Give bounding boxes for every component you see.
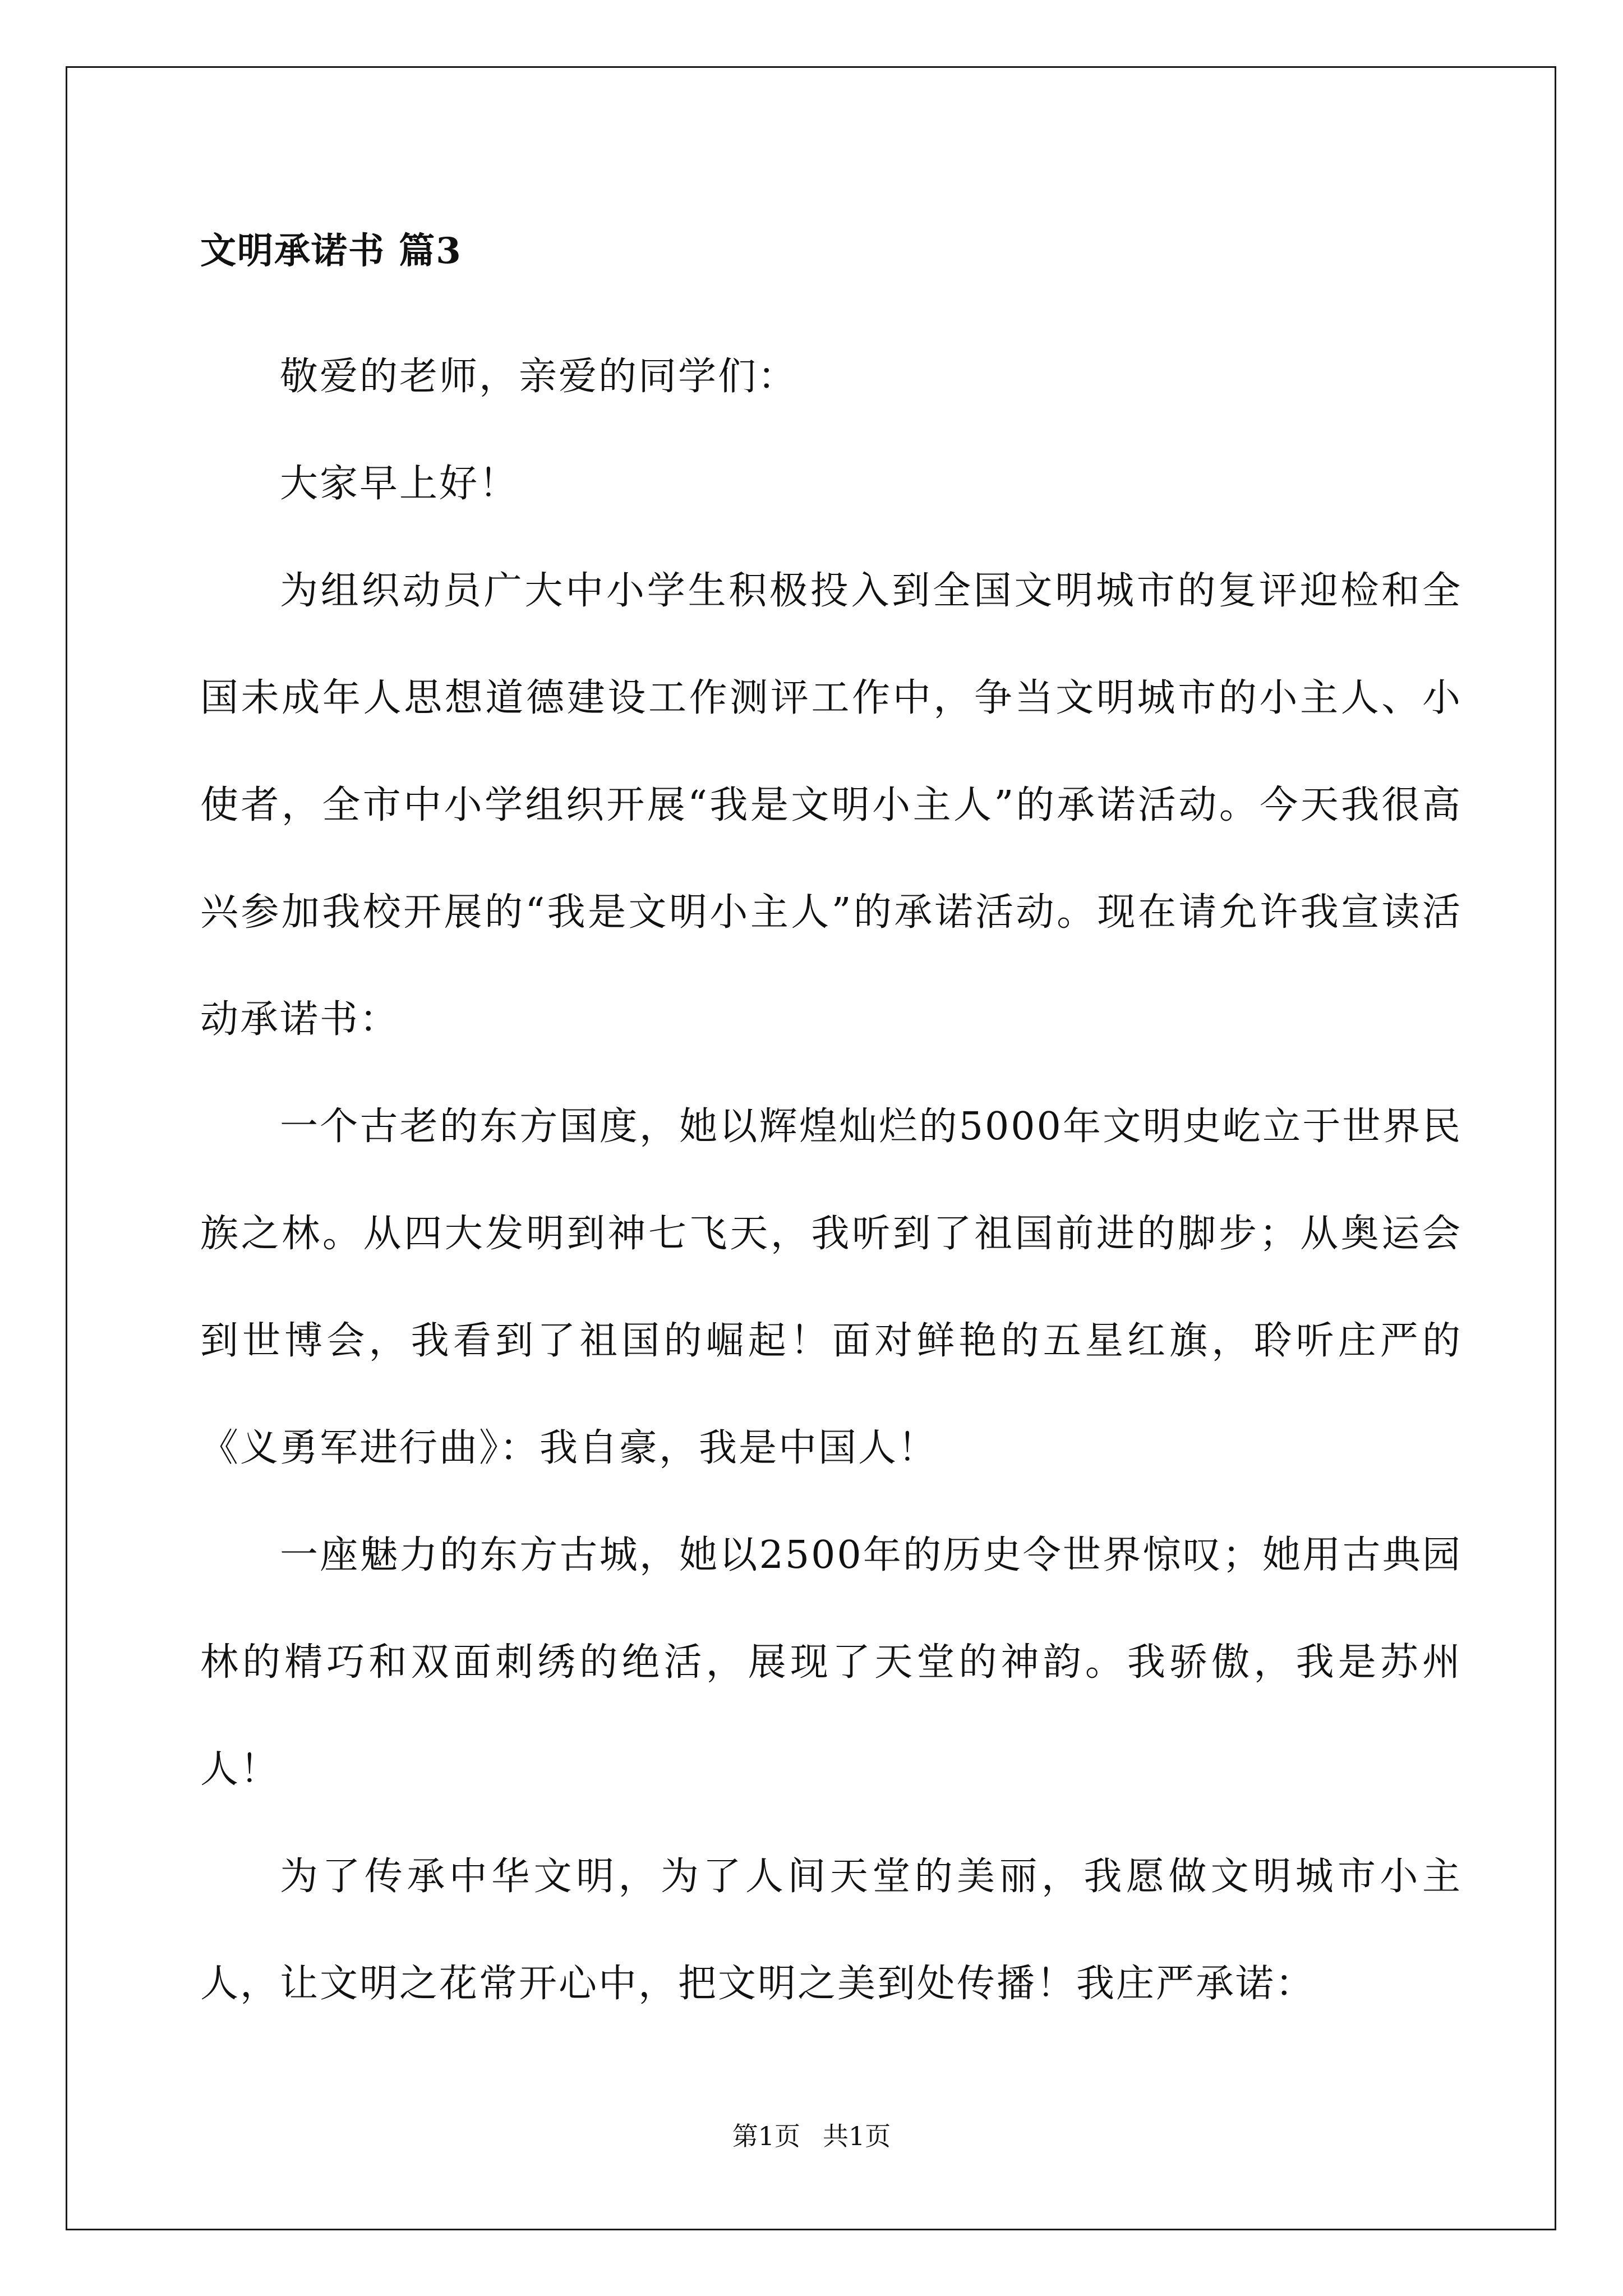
paragraph-suzhou: 一座魅力的东方古城，她以2500年的历史令世界惊叹；她用古典园林的精巧和双面刺绣的绝活，展现了天堂的神韵。我骄傲，我是苏州人！ [200,1533,1462,1792]
page-footer [0,2119,1623,2153]
page-total: 共1页 [823,2121,891,2151]
document-body [200,224,1462,2037]
paragraph-introduction: 为组织动员广大中小学生积极投入到全国文明城市的复评迎检和全国未成年人思想道德建设工作测评工作中，争当文明城市的小主人、小使者，全市中小学组织开展“我是文明小主人”的承诺活动。今天我很高兴参加我校开展的“我是文明小主人”的承诺活动。现在请允许我宣读活动承诺书： [200,569,1462,1042]
paragraph-good-morning: 大家早上好！ [280,462,519,506]
paragraph-pledge: 为了传承中华文明，为了人间天堂的美丽，我愿做文明城市小主人，让文明之花常开心中，把文明之美到处传播！我庄严承诺： [200,1855,1462,2006]
paragraph-china: 一个古老的东方国度，她以辉煌灿烂的5000年文明史屹立于世界民族之林。从四大发明到神七飞天，我听到了祖国前进的脚步；从奥运会到世博会，我看到了祖国的崛起！面对鲜艳的五星红旗，聆听庄严的《义勇军进行曲》：我自豪，我是中国人！ [200,1105,1462,1470]
paragraph-greeting: 敬爱的老师，亲爱的同学们： [280,355,798,399]
document-title: 文明承诺书 篇3 [200,230,462,272]
page-number: 第1页 [732,2121,800,2151]
